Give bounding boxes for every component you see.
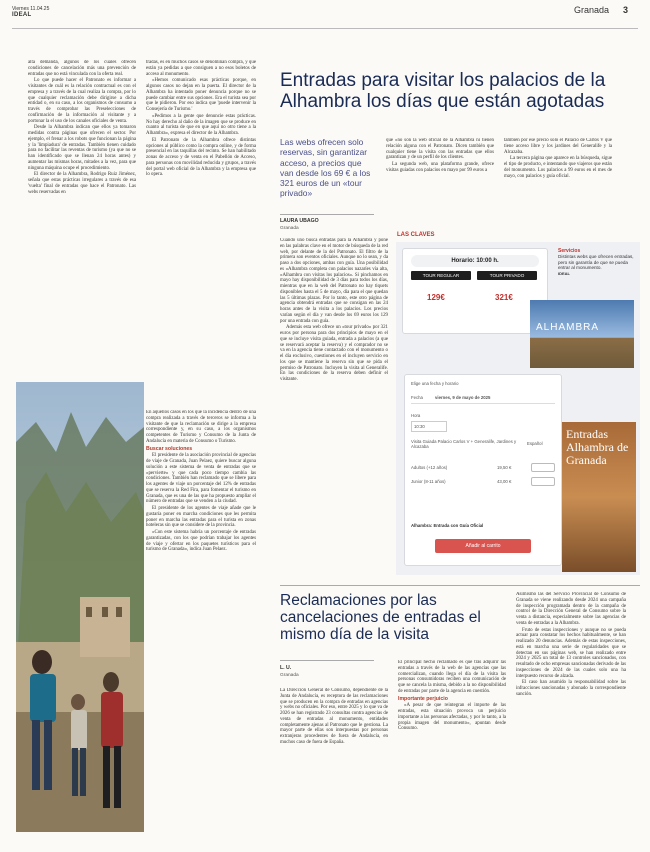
page-header-right xyxy=(574,5,628,15)
paragraph: «Pedimos a la gente que denuncie estas prácticas. No hay derecho al daño de la imagen que se produce en cuanto al turista de que en que aquí no otro tiene a la Alhambra», expresa el director de la Alhambra. xyxy=(146,113,256,136)
price-private: 321€ xyxy=(495,293,513,302)
article2-column-1 xyxy=(280,688,388,838)
booking-time: Horario: 10:00 h. xyxy=(411,255,539,267)
junior-quantity-stepper[interactable] xyxy=(531,477,555,486)
form-divider xyxy=(411,403,555,404)
caption-text: Distintas webs que ofrecen entradas, pero sin garantía de que se pueda entrar al monumento. xyxy=(558,254,634,271)
section-subheading: Buscar soluciones xyxy=(146,445,193,452)
newspaper-name: IDEAL xyxy=(12,12,32,18)
article2-headline: Reclamaciones por las cancelaciones de entradas el mismo día de la visita xyxy=(280,592,481,643)
adult-price: 19,50 € xyxy=(497,465,512,470)
section-subheading: Importante perjuicio xyxy=(398,695,448,702)
continuation-column-1 xyxy=(28,60,136,382)
paragraph: En aquellos casos en los que la incidencia dentro de una compra realizada a través de terceros se informa a la visitante de que la reclamación se dirige a la empresa correspondiente y, en su caso, a los organismos competentes de Turismo y Consumo de la Junta de Andalucía en materia de Consumo o Turismo. xyxy=(146,410,256,444)
adult-label: Adultos (+12 años) xyxy=(411,465,448,470)
form-footer: Alhambra: Entrada con Guía Oficial xyxy=(411,523,484,528)
hour-select[interactable]: 10:30 xyxy=(411,421,447,432)
screenshots-graphic xyxy=(396,242,640,575)
graphic-title: LAS CLAVES xyxy=(397,232,435,238)
paragraph: «Con este sistema habría un porcentaje de entradas garantizadas, con los que podrían trabajar los agentes de viaje y ofertar en los paquetes turísticos para el turismo de Granada», indica Juan Pelaez. xyxy=(146,530,256,553)
paragraph: Asimismo las del Servicio Provincial de Consumo de Granada se viene realizando desde 2024 una campaña de inspección programada dentro de la campaña de control de la Dirección General de Consumo sobre la venta a distancia, especialmente sobre las agencias de venta de entradas a la Alhambra. xyxy=(516,592,626,626)
article-column-4 xyxy=(386,138,494,218)
dateline-place: Granada xyxy=(280,226,299,231)
article-column-3 xyxy=(280,238,388,578)
article-headline: Entradas para visitar los palacios de la Alhambra los días que están agotadas xyxy=(280,70,606,112)
paragraph: El principal hecho reclamado es que tras adquirir las entradas a través de la web de las agencias que las comercializan, cuando llega el día de la visita las personas consumidoras reciben una comunicación de que se cancela la misma, debido a la no disponibilidad de entradas por parte de la agencia en cuestión. xyxy=(398,660,506,694)
junior-price: 43,00 € xyxy=(497,479,512,484)
form-language[interactable]: Español xyxy=(527,441,543,446)
booking-form-screenshot xyxy=(404,374,562,566)
card-label: ALHAMBRA xyxy=(536,322,600,333)
page-number: 3 xyxy=(622,5,628,15)
junior-label: Junior (8-11 años) xyxy=(411,479,446,484)
byline-rule-2 xyxy=(280,660,374,661)
form-hour-label: Hora xyxy=(411,413,421,418)
paragraph: Desde la Alhambra indican que ellos ya tomaron medidas contra páginas que ofrecen el sector. Por ejemplo, el frenar a los robots que funcionan la página y la 'limpiadura' de entradas. También tienen cuidado para no facilitar las reventas de turismo (ya que no se han identificado que se llenan 24 horas antes) y aumentar las mismas horas, mitades a la vez, para que ninguna máquina ocupe el procedimiento. xyxy=(28,125,136,171)
byline-rule xyxy=(280,214,374,215)
section-name: Granada xyxy=(573,5,609,15)
article2-column-3 xyxy=(516,592,626,838)
paragraph: alta demanda, algunos de los cuales ofrecen condiciones de cancelación más una prevención de entradas que no está vinculada con la oferta real. xyxy=(28,60,136,77)
issue-date: Viernes 11.04.25 xyxy=(12,6,50,12)
paragraph: El director de la Alhambra, Rodrigo Ruiz Jiménez, señala que estas prácticas irregulares a través de esa 'vuelta' final de entradas que hace el Patronato. Las webs reservadas en xyxy=(28,172,136,195)
paragraph: El presidente de la asociación provincial de agencias de viaje de Granada, Juan Pelaez, quiere buscar alguna solución a este sistema de venta de entradas que se «pervierte» y que cada poco tiempo cambia las condiciones. También han reclamado que se libere para los agentes de viaje un porcentaje del 12% de entradas que se reserva la Red Fira, para fomentar el turismo en Granada, que es una de las que ha propuesto ampliar el número de entradas que se venden a la ciudad. xyxy=(146,453,256,505)
alhambra-card-image xyxy=(530,300,634,368)
paragraph: «Hemos comunicado esas prácticas porque, en algunos casos no dejan en la puerta. El director de la Alhambra ha intentado poner denuncia porque no se puede cambiar entre sus opciones. Era el turista sea por que le pidieron. Por eso indica que 'puede intervenir la Consejería de Turismo.' xyxy=(146,78,256,112)
article-subhead: Las webs ofrecen solo reservas, sin garantizar acceso, a precios que van desde los 69 € a los 321 euros de un «tour privado» xyxy=(280,137,371,199)
paragraph: El presidente de los agentes de viaje añade que le gustaría poner en marcha condiciones que les permita poner en marcha las entradas para el turista en zonas hoteleras sin que se considere de la provincia. xyxy=(146,506,256,529)
paragraph: tradas, es en muchos casos se denominan compra, y que están ya pedidas a que consiguen a no esos boletos de acceso al monumento. xyxy=(146,60,256,77)
book-title-line2: Alhambra de xyxy=(566,440,629,454)
paragraph: también por ese precio solo el Palacio de Carlos V que tiene acceso libre y los jardines del Generalife y la Alcazaba. xyxy=(504,138,612,155)
paragraph: Cuando uno busca entradas para la Alhambra y pone en las palabras clave en el motor de búsqueda de la red web, por delante de la del Patronato. El filtro de la primera son eventos oficiales. Aunque no lo sean, y da paso a dos opciones, ambas con guía. Una posibilidad es «Alhambra completa con palacios nazaríes vía alta, «Alhambra con visitas los palacios». Si pinchamos en mayo hay disponibilidad de 3 días para todos los días, mientras que en la web del Patronato no hay tiquets disponibles hasta el 5 de mayo, día para el que quedan las 5 últimas plazas. Por lo tanto, este otro página de agencia obtendrá entradas que se consigan en las 24 horas antes de la visita a los palacios. Los precios varían según el día y van desde los 69 euros los 129 por una entrada con guía. xyxy=(280,238,388,324)
booking-screenshot xyxy=(402,248,548,334)
paragraph: La segunda web, una plataforma grande, ofrece visitas guiadas con palacios en mayo por 99 euros a xyxy=(386,162,494,173)
paragraph: La tercera página que aparece en la búsqueda, sigue el tipo de producto, e intentando que viajeros que están del monumento. Los palacios a 99 euros en el mes de mayo, con palacios y guía oficial. xyxy=(504,156,612,179)
author-byline: LAURA UBAGO xyxy=(280,218,319,224)
price-regular: 129€ xyxy=(427,293,445,302)
form-title: Elige una fecha y horario xyxy=(411,381,459,386)
add-to-cart-button[interactable]: Añadir al carrito xyxy=(435,539,531,553)
paragraph: Fruto de estas inspecciones y aunque no se pueda actuar para constatar los hechos habitualmente, se han realizado 20 denuncias. Además de estas inspecciones, está en marcha una serie de regularidades que se detectan en sus páginas web, se han realizado entre 2024 y 2025 un total de 13 controles sancionados, con resultado de ocho empresas sancionadas derivado de las inspecciones de 2024 de las cuales solo una ha interpuesto recurso de alzada. xyxy=(516,627,626,679)
header-rule xyxy=(12,28,638,29)
continuation-column-2-lower xyxy=(146,410,256,830)
article2-column-2 xyxy=(398,660,506,838)
tour-private-button[interactable]: TOUR PRIVADO xyxy=(477,271,537,280)
guidebook-cover xyxy=(562,422,636,572)
continuation-column-2 xyxy=(146,60,256,405)
caption-credit: IDEAL xyxy=(558,270,570,276)
article-column-5 xyxy=(504,138,612,218)
tour-regular-button[interactable]: TOUR REGULAR xyxy=(411,271,471,280)
paragraph: Lo que puede hacer el Patronato es informar a visitantes de cuál es la relación contractual es con el empresa y a través de la cual realiza la compra, por lo que cualquier reclamación debe dirigirse a dicha entidad o, en su caso, a los organismos de consumo a través de comprobar las Preselecciones de confirmación de la información al visitante y a portonar la el uso de los canales oficiales de venta. xyxy=(28,78,136,124)
photo-illustration xyxy=(16,382,144,832)
graphic-caption xyxy=(558,248,638,276)
book-title-line1: Entradas xyxy=(566,427,608,441)
alhambra-visitors-photo xyxy=(16,382,144,832)
paragraph: El Patronato de la Alhambra ofrece distintas opciones al público como la compra online, y de forma presencial en las taquillas del recinto. Se han habilitado zonas de acceso y de venta en el Pabellón de Acceso, para personas con movilidad reducida y grupos, a través del portal web oficial de la Alhambra y la empresa que lo opera. xyxy=(146,137,256,178)
form-date-label: Fecha xyxy=(411,395,423,400)
paragraph: «A pesar de que reintegran el importe de las entradas, esta situación provoca un perjuicio importante a las personas afectadas, y por lo tanto, a la propia imagen del monumento», apuntan desde Consumo. xyxy=(398,703,506,732)
paragraph: La Dirección General de Consumo, dependiente de la Junta de Andalucía, es receptora de las reclamaciones que se producen en la compra de entradas en agencias y webs no oficiales. Por eso, entre 2025 y lo que va de 2026 se han registrado 23 consultas contra agencias de venta de entradas al monumento, entidades completamente ajenas al Patronato que le gestiona. La mayor parte de ellas son interpuestas por personas extranjeras procedentes de fuera de Andalucía, en muchos caso de fuera de España. xyxy=(280,688,388,745)
article2-author: L. U. xyxy=(280,665,292,671)
form-visit: Visita Guiada Palacio Carlos V + Generalife, Jardines y Alcazaba xyxy=(411,439,517,449)
paragraph: El caso han asumido la responsabilidad sobre las infracciones sancionadas y abonado la correspondiente sanción. xyxy=(516,680,626,697)
page-header-left xyxy=(12,6,49,18)
form-date: viernes, 9 de mayo de 2025 xyxy=(435,395,491,400)
paragraph: que «no son la web oficial de la Alhambra ni tienen relación alguna con el Patronato. Dicen también que cualquier tiene la visita con las entradas que ellos garantizan y de un perfil de los clientes. xyxy=(386,138,494,161)
caption-title: Servicios xyxy=(558,248,581,254)
adult-quantity-stepper[interactable] xyxy=(531,463,555,472)
paragraph: Además esta web ofrece un «tour privado» por 321 euros por persona para dos principios de mayo en el que se incluye visita guiada, entrada a palacios (a que se reservará aceptar la reserva) y el comprador no se va en la agencia tiene contactado con el monumento o el día exclusivo, cuestiones en el incluyen servicio en los que se mantiene la reserva sin que se pida el permiso de Patronato. Incluyen la visita al Generalife. En las condiciones de la reserva deben definir el visitante. xyxy=(280,325,388,382)
article2-place: Granada xyxy=(280,673,299,678)
book-title-line3: Granada xyxy=(566,453,607,467)
section-rule xyxy=(280,585,640,586)
